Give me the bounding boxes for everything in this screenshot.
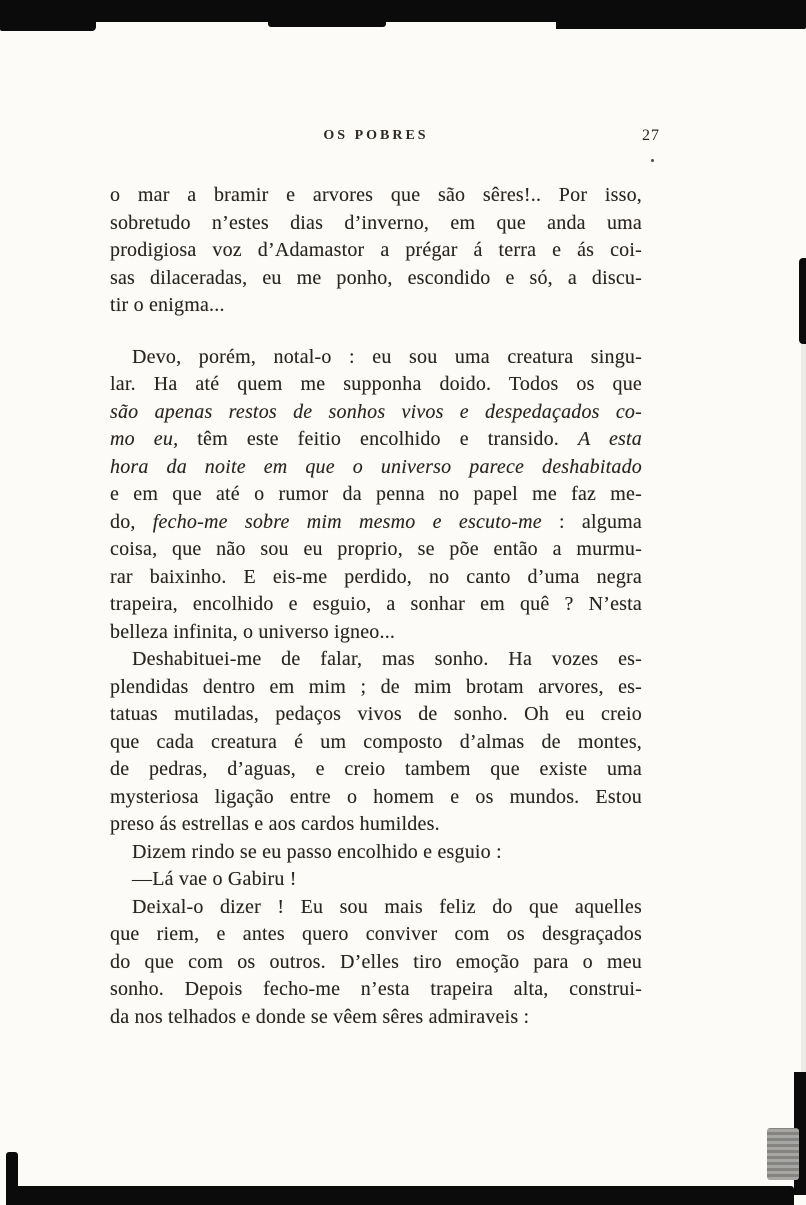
regular-text: tir o enigma... [110, 294, 225, 316]
text-line [110, 210, 642, 238]
text-line [110, 839, 642, 867]
italic-text: fecho-me sobre mim mesmo e escuto-me [152, 510, 542, 533]
regular-text: e em que até o rumor da penna no papel me faz me- [110, 483, 642, 505]
text-line [110, 292, 642, 320]
regular-text: lar. Ha até quem me supponha doido. Todos os que [110, 373, 642, 395]
regular-text: Devo, porém, notal-o : eu sou uma creatura singu- [132, 345, 642, 368]
italic-text: são apenas restos de sonhos vivos e despedaçados co- [110, 400, 642, 423]
regular-text: preso ás estrellas e aos cardos humildes. [110, 813, 440, 835]
text-line [110, 237, 642, 265]
regular-text: —Lá vae o Gabiru ! [132, 868, 297, 890]
text-line [110, 894, 642, 922]
paragraph [110, 839, 642, 867]
text-line [110, 976, 642, 1004]
paragraph [110, 894, 642, 1032]
page-number: 27 [642, 127, 660, 144]
regular-text: plendidas dentro em mim ; de mim brotam arvores, es- [110, 675, 642, 698]
italic-text: mo eu, [110, 428, 179, 450]
text-line [110, 729, 642, 757]
regular-text: belleza infinita, o universo igneo... [110, 620, 396, 643]
text-line [110, 265, 642, 293]
scan-artifact-top-ragged-left [0, 22, 96, 31]
text-line [110, 1004, 642, 1032]
regular-text: do que com os outros. D’elles tiro emoção para o meu [110, 950, 642, 973]
regular-text: prodigiosa voz d’Adamastor a prégar á terra e ás coi- [110, 239, 642, 261]
regular-text: da nos telhados e donde se vêem sêres admiraveis : [110, 1005, 530, 1028]
regular-text: Deixal-o dizer ! Eu sou mais feliz do que aquelles [132, 895, 642, 918]
text-line [110, 182, 642, 210]
italic-text: A esta [577, 428, 642, 450]
text-line [110, 426, 642, 454]
regular-text: mysteriosa ligação entre o homem e os mundos. Estou [110, 785, 642, 808]
regular-text: o mar a bramir e arvores que são sêres!.. Por isso, [110, 184, 642, 206]
text-line [110, 646, 642, 674]
text-line [110, 536, 642, 564]
text-line [110, 811, 642, 839]
regular-text: Deshabituei-me de falar, mas sonho. Ha vozes es- [132, 648, 642, 670]
regular-text: coisa, que não sou eu proprio, se põe então a murmu- [110, 538, 642, 560]
scan-artifact-bottom-bar [6, 1186, 794, 1205]
page-header [110, 127, 660, 152]
regular-text: de pedras, d’aguas, e creio tambem que existe uma [110, 758, 642, 780]
text-line [110, 454, 642, 482]
text-line [110, 701, 642, 729]
regular-text: que riem, e antes quero conviver com os desgraçados [110, 923, 642, 945]
scan-artifact-right-strip-upper [799, 258, 806, 344]
text-block [110, 182, 642, 1031]
text-line [110, 866, 642, 894]
scan-artifact-top-bar [0, 0, 806, 22]
scan-artifact-gray-blob [767, 1128, 799, 1180]
text-line [110, 674, 642, 702]
text-line [110, 564, 642, 592]
paragraph [110, 646, 642, 839]
text-line [110, 591, 642, 619]
text-line [110, 399, 642, 427]
scan-artifact-top-ragged-right [556, 22, 806, 29]
page-title: OS POBRES [323, 128, 429, 143]
regular-text: trapeira, encolhido e esguio, a sonhar em quê ? N’esta [110, 593, 642, 615]
regular-text: rar baixinho. E eis-me perdido, no canto d’uma negra [110, 565, 642, 588]
regular-text: sonho. Depois fecho-me n’esta trapeira alta, construi- [110, 978, 642, 1000]
regular-text: sobretudo n’estes dias d’inverno, em que anda uma [110, 211, 642, 234]
regular-text: : alguma [541, 510, 642, 533]
scan-artifact-noise-dot [651, 159, 654, 162]
text-line [110, 509, 642, 537]
regular-text: sas dilaceradas, eu me ponho, escondido e só, a discu- [110, 266, 642, 289]
regular-text: Dizem rindo se eu passo encolhido e esguio : [132, 840, 502, 863]
regular-text: têm este feitio encolhido e transido. [178, 428, 578, 450]
scan-artifact-bottom-left-nub [6, 1152, 18, 1192]
regular-text: que cada creatura é um composto d’almas de montes, [110, 730, 642, 753]
text-line [110, 784, 642, 812]
text-line [110, 921, 642, 949]
regular-text: do, [110, 510, 153, 533]
scan-artifact-top-ragged-middle [268, 22, 386, 27]
text-line [110, 619, 642, 647]
scan-artifact-right-edge-shadow [801, 344, 806, 1072]
paragraph [110, 866, 642, 894]
paragraph [110, 182, 642, 320]
text-line [110, 949, 642, 977]
paragraph [110, 344, 642, 647]
text-line [110, 344, 642, 372]
text-line [110, 371, 642, 399]
italic-text: hora da noite em que o universo parece deshabitado [110, 455, 642, 478]
text-line [110, 756, 642, 784]
regular-text: tatuas mutiladas, pedaços vivos de sonho. Oh eu creio [110, 703, 642, 725]
text-line [110, 481, 642, 509]
